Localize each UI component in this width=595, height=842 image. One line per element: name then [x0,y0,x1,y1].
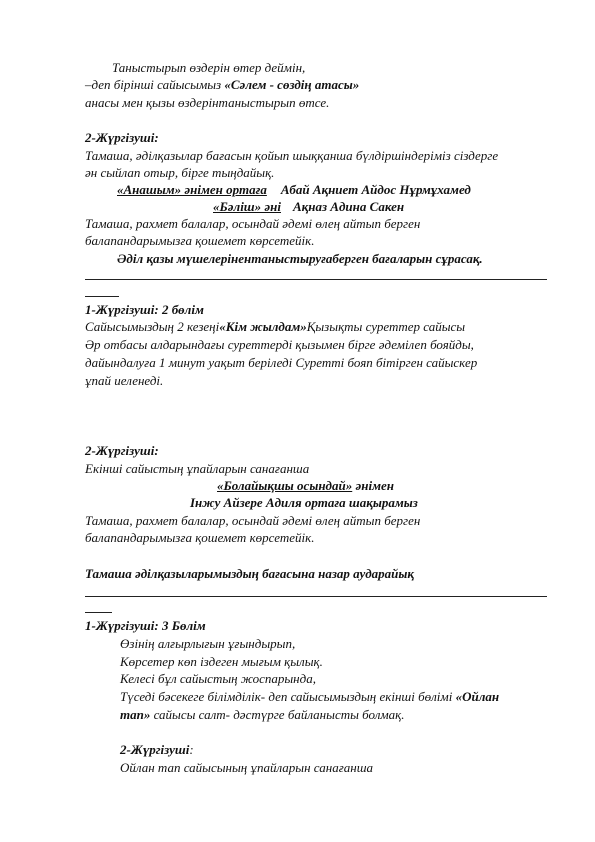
part3-contest-title-a: «Ойлан [455,689,500,704]
divider-2 [85,596,547,597]
block4-line-1: Екінші сайыстың ұпайларын санағанша [85,461,310,476]
host1-part3-heading: 1-Жүргізуші: 3 Бөлім [85,618,206,633]
host1-part2-heading: 1-Жүргізуші: 2 бөлім [85,302,204,317]
song2-line [213,199,404,215]
host2-heading: 2-Жүргізуші: [85,130,159,145]
song2-names: Ақназ Адина Сакен [293,199,405,214]
intro-contest-title: «Сәлем - сөздің атасы» [224,77,360,92]
host2-line-1: Тамаша, әділқазылар бағасын қойып шыққанша бүлдіршіндеріміз сіздерге [85,148,499,163]
song1-names: Абай Ақниет Айдос Нұрмұхамед [280,182,471,197]
host2-heading-c-colon: : [189,742,194,757]
part3-contest-title-b: тап» [120,707,151,722]
block4-names: Інжу Айзере Адиля ортаға шақырамыз [190,495,418,510]
poem-line-1: Өзінің алғырлығын ұғындырып, [120,636,296,651]
block4-line-3: балапандарымызға қошемет көрсетейік. [85,530,315,545]
block4-line-2: Тамаша, рахмет балалар, осындай әдемі өлең айтып берген [85,513,421,528]
host2-heading-c [120,742,194,758]
poem-line-4-pre: Түседі бәсекеге білімділік- деп сайысымыздың екінші бөлімі [120,689,456,704]
divider-1-short [85,296,119,297]
host2-line-4: балапандарымызға қошемет көрсетейік. [85,233,315,248]
part2-contest-title: «Кім жылдам» [219,319,307,334]
intro-line-2 [85,77,359,93]
song3-title: «Болайықшы осындай» [217,478,353,493]
poem-line-3: Келесі бұл сайыстың жоспарында, [120,671,316,686]
intro-line-3: анасы мен қызы өздерінтаныстырып өтсе. [85,95,330,110]
poem-line-4 [120,689,499,705]
part2-line-3: дайындалуға 1 минут уақыт беріледі Суретті бояп бітірген сайыскер [85,355,478,370]
intro-line-1: Таныстырып өздерін өтер деймін, [112,60,306,75]
song2-title: «Бәліш» әні [213,199,281,214]
song1-title: «Анашым» әнімен ортаға [117,182,267,197]
block4-line-4: Тамаша әділқазыларымыздың бағасына назар аударайық [85,566,415,581]
host2-line-5: Әділ қазы мүшелерінентаныстыруғаберген бағаларын сұрасақ. [117,251,483,266]
song3-line [217,478,394,494]
poem-line-5 [120,707,405,723]
part2-line-1-pre: Сайысымыздың 2 кезеңі [85,319,220,334]
block5-line-6: Ойлан тап сайысының ұпайларын санағанша [120,760,374,775]
divider-2-short [85,612,112,613]
host2-heading-b: 2-Жүргізуші: [85,443,159,458]
part2-line-4: ұпай иеленеді. [85,373,164,388]
poem-line-5-post: сайысы салт- дәстүрге байланысты болмақ. [150,707,405,722]
part2-line-2: Әр отбасы алдарындағы суреттерді қызымен бірге әдемілеп бояйды, [85,337,474,352]
host2-heading-c-text: 2-Жүргізуші [120,742,190,757]
host2-line-3: Тамаша, рахмет балалар, осындай әдемі өлең айтып берген [85,216,421,231]
divider-1 [85,279,547,280]
part2-line-1 [85,319,465,335]
song3-post: әнімен [352,478,394,493]
part2-line-1-post: Қызықты суреттер сайысы [306,319,466,334]
intro-line-2-text: –деп бірінші сайысымыз [85,77,225,92]
poem-line-2: Көрсетер көп іздеген мығым қылық. [120,654,323,669]
host2-line-2: ән сыйлап отыр, бірге тыңдайық. [85,165,275,180]
song1-line [117,182,471,198]
